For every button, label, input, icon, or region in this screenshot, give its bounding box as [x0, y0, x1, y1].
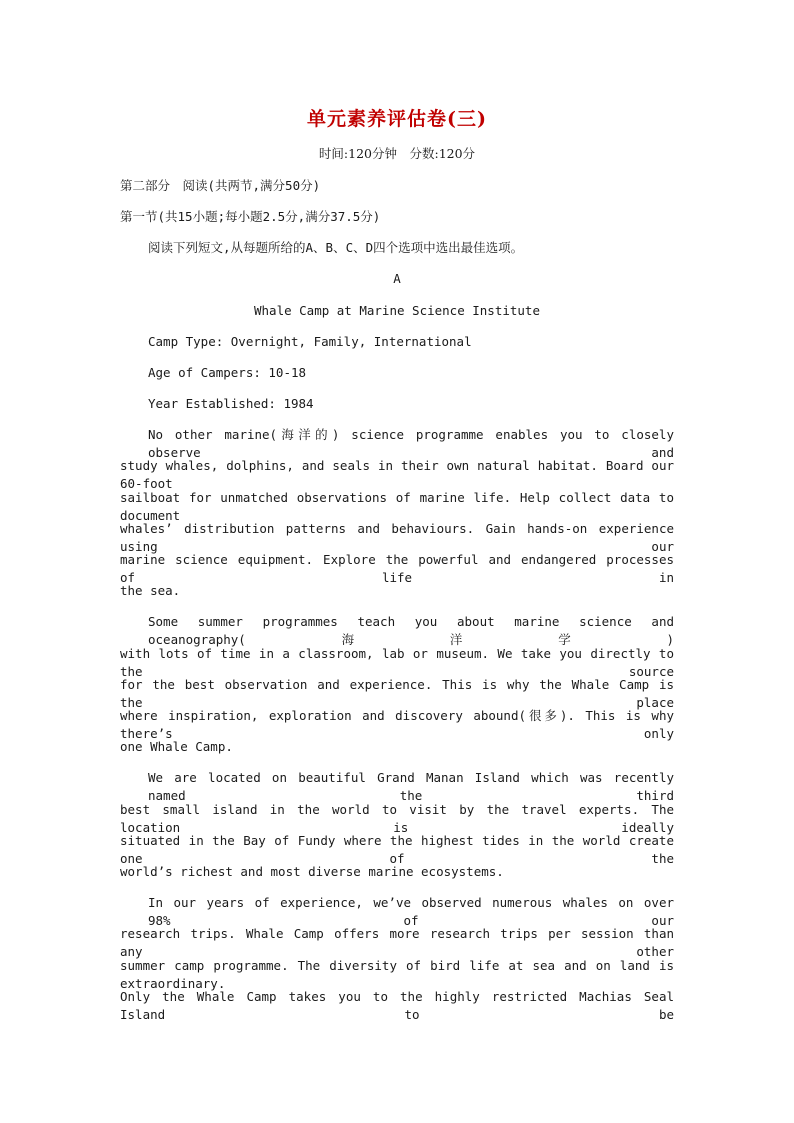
paragraph-line: In our years of experience, we’ve observed numerous whales on over 98% of our: [148, 895, 674, 928]
time-score-info: 时间:120分钟 分数:120分: [318, 146, 476, 161]
passage-heading: Whale Camp at Marine Science Institute: [254, 303, 540, 318]
paragraph-line: Some summer programmes teach you about marine science and oceanography(海洋学): [148, 614, 674, 647]
paragraph-line: best small island in the world to visit by the travel experts. The location is ideally: [120, 802, 674, 835]
instruction-text: 阅读下列短文,从每题所给的A、B、C、D四个选项中选出最佳选项。: [148, 240, 524, 255]
paragraph-line: situated in the Bay of Fundy where the highest tides in the world create one of the: [120, 833, 674, 866]
paragraph-line: world’s richest and most diverse marine ecosystems.: [120, 864, 504, 879]
paragraph-line: the sea.: [120, 583, 181, 598]
paragraph-line: research trips. Whale Camp offers more research trips per session than any other: [120, 926, 674, 959]
paragraph-line: study whales, dolphins, and seals in their own natural habitat. Board our 60-foot: [120, 458, 674, 491]
paragraph-line: sailboat for unmatched observations of marine life. Help collect data to document: [120, 490, 674, 523]
fact-camp-type: Camp Type: Overnight, Family, International: [148, 334, 472, 349]
paragraph-line: summer camp programme. The diversity of bird life at sea and on land is extraordinary.: [120, 958, 674, 991]
paragraph-line: We are located on beautiful Grand Manan Island which was recently named the third: [148, 770, 674, 803]
fact-year-established: Year Established: 1984: [148, 396, 314, 411]
paragraph-line: Only the Whale Camp takes you to the highly restricted Machias Seal Island to be: [120, 989, 674, 1022]
paragraph-line: whales’ distribution patterns and behaviours. Gain hands-on experience using our: [120, 521, 674, 554]
part-heading: 第二部分 阅读(共两节,满分50分): [120, 178, 321, 193]
page-title: 单元素养评估卷(三): [307, 108, 487, 130]
paragraph-line: with lots of time in a classroom, lab or museum. We take you directly to the source: [120, 646, 674, 679]
paragraph-line: marine science equipment. Explore the powerful and endangered processes of life in: [120, 552, 674, 585]
passage-label: A: [393, 271, 401, 286]
paragraph-line: No other marine(海洋的) science programme enables you to closely observe and: [148, 427, 674, 460]
section-heading: 第一节(共15小题;每小题2.5分,满分37.5分): [120, 209, 381, 224]
paragraph-line: one Whale Camp.: [120, 739, 233, 754]
paragraph-line: where inspiration, exploration and discovery abound(很多). This is why there’s only: [120, 708, 674, 741]
fact-camper-age: Age of Campers: 10-18: [148, 365, 307, 380]
paragraph-line: for the best observation and experience. This is why the Whale Camp is the place: [120, 677, 674, 710]
